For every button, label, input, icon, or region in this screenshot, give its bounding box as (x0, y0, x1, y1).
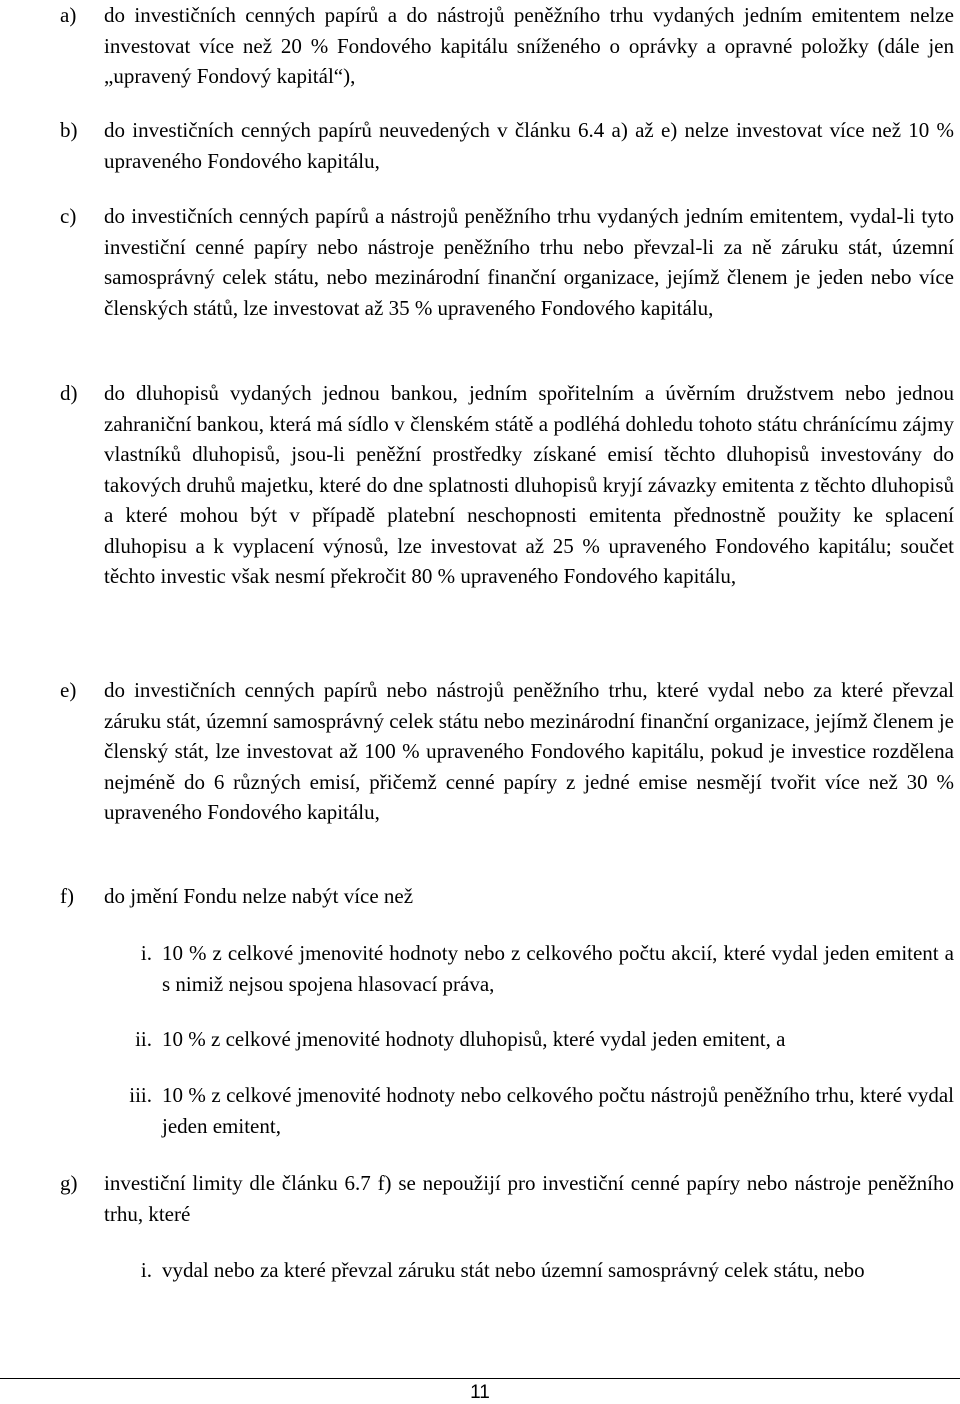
sub-item-text: 10 % z celkové jmenovité hodnoty dluhopisů, které vydal jeden emitent, a (162, 1027, 786, 1051)
list-item-text: do dluhopisů vydaných jednou bankou, jedním spořitelním a úvěrním družstvem nebo jednou zahraniční bankou, která má sídlo v členském státě a podléhá dohledu tohoto státu chránícímu zájmy vlastníků dluhopisů, jsou-li peněžní prostředky získané emisí těchto dluhopisů investovány do takových druhů majetku, které do dne splatnosti dluhopisů kryjí závazky emitenta z těchto dluhopisů a které mohou být v případě platební neschopnosti emitenta přednostně použity ke splacení dluhopisu a k vyplacení výnosů, lze investovat až 25 % upraveného Fondového kapitálu; součet těchto investic však nesmí překročit 80 % upraveného Fondového kapitálu, (104, 381, 954, 588)
sub-list-marker: ii. (135, 1027, 152, 1051)
page-number: 11 (470, 1382, 490, 1403)
sub-item-text: 10 % z celkové jmenovité hodnoty nebo z celkového počtu akcií, které vydal jeden emitent a s nimiž nejsou spojena hlasovací práva, (162, 941, 954, 996)
list-marker: c) (60, 204, 77, 228)
sub-item-text: vydal nebo za které převzal záruku stát nebo územní samosprávný celek státu, nebo (162, 1258, 865, 1282)
list-marker: f) (60, 884, 74, 908)
list-item-text: do jmění Fondu nelze nabýt více než (104, 884, 414, 908)
sub-list-marker: iii. (129, 1083, 152, 1107)
list-marker: e) (60, 678, 77, 702)
list-marker: a) (60, 3, 77, 27)
list-item-text: do investičních cenných papírů a do nástrojů peněžního trhu vydaných jedním emitentem nelze investovat více než 20 % Fondového kapitálu sníženého o oprávky a opravné položky (dále jen „upravený Fondový kapitál“), (104, 3, 954, 88)
footer-divider (0, 1378, 960, 1379)
sub-list-marker: i. (140, 1258, 152, 1282)
list-item-text: do investičních cenných papírů nebo nástrojů peněžního trhu, které vydal nebo za které převzal záruku stát, územní samosprávný celek státu nebo mezinárodní finanční organizace, jejímž členem je členský stát, lze investovat až 100 % upraveného Fondového kapitálu, pokud je investice rozdělena nejméně do 6 různých emisí, přičemž cenné papíry z jedné emise nesmějí tvořit více než 30 % upraveného Fondového kapitálu, (104, 678, 954, 824)
list-item-text: investiční limity dle článku 6.7 f) se nepoužijí pro investiční cenné papíry nebo nástroje peněžního trhu, které (104, 1171, 954, 1226)
list-marker: b) (60, 118, 78, 142)
sub-item-text: 10 % z celkové jmenovité hodnoty nebo celkového počtu nástrojů peněžního trhu, které vydal jeden emitent, (162, 1083, 954, 1138)
list-marker: g) (60, 1171, 78, 1195)
list-marker: d) (60, 381, 78, 405)
sub-list-marker: i. (140, 941, 152, 965)
list-item-text: do investičních cenných papírů a nástrojů peněžního trhu vydaných jedním emitentem, vydal-li tyto investiční cenné papíry nebo nástroje peněžního trhu nebo převzal-li za ně záruku stát, územní samosprávný celek státu, nebo mezinárodní finanční organizace, jejímž členem je jeden nebo více členských států, lze investovat až 35 % upraveného Fondového kapitálu, (104, 204, 954, 320)
list-item-text: do investičních cenných papírů neuvedených v článku 6.4 a) až e) nelze investovat více než 10 % upraveného Fondového kapitálu, (104, 118, 954, 173)
